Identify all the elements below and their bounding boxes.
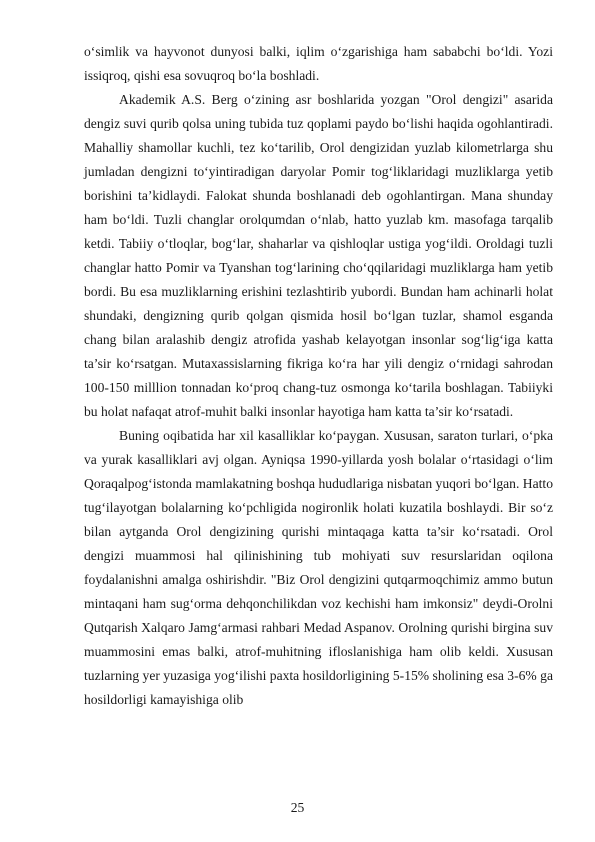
paragraph-berg-warning: Akademik A.S. Berg o‘zining asr boshlarida yozgan "Orol dengizi" asarida dengiz suvi qurib qolsa uning tubida tuz qoplami paydo bo‘lishi haqida ogohlantiradi. Mahalliy shamollar kuchli, tez ko‘tarilib, Orol dengizidan yuzlab kilometrlarga shu jumladan dengizni to‘yintiradigan daryolar Pomir tog‘liklaridagi muzliklarga yetib borishini ta’kidlaydi. Falokat shunda boshlanadi deb ogohlantirgan. Mana shunday ham bo‘ldi. Tuzli changlar orolqumdan o‘nlab, hatto yuzlab km. masofaga tarqalib ketdi. Tabiiy o‘tloqlar, bog‘lar, shaharlar va qishloqlar ustiga yog‘ildi. Oroldagi tuzli changlar hatto Pomir va Tyanshan tog‘larining cho‘qqilaridagi muzliklarga ham yetib bordi. Bu esa muzliklarning erishini tezlashtirib yubordi. Bundan ham achinarli holat shundaki, dengizning qurib qolgan qismida hosil bo‘lgan tuzlar, shamol esganda chang bilan aralashib dengiz atrofida yashab kelayotgan insonlar sog‘lig‘iga katta ta’sir ko‘rsatgan. Mutaxassislarning fikriga ko‘ra har yili dengiz o‘rnidagi sahrodan 100-150 milllion tonnadan ko‘proq chang-tuz osmonga ko‘tarila boshlagan. Tabiiyki bu holat nafaqat atrof-muhit balki insonlar hayotiga ham katta ta’sir ko‘rsatadi. [84, 92, 553, 419]
document-page [84, 40, 553, 712]
paragraph-consequences: Buning oqibatida har xil kasalliklar ko‘paygan. Xususan, saraton turlari, o‘pka va yurak kasalliklari avj olgan. Ayniqsa 1990-yillarda yosh bolalar o‘rtasidagi o‘lim Qoraqalpog‘istonda mamlakatning boshqa hududlariga nisbatan yuqori bo‘lgan. Hatto tug‘ilayotgan bolalarning ko‘pchligida nogironlik holati kuzatila boshlaydi. Bir so‘z bilan aytganda Orol dengizining qurishi mintaqaga katta ta’sir ko‘rsatadi. Orol dengizi muammosi hal qilinishining tub mohiyati suv resurslaridan oqilona foydalanishni amalga oshirishdir. "Biz Orol dengizini qutqarmoqchimiz ammo butun mintaqani ham sug‘orma dehqonchilikdan voz kechishi ham imkonsiz" deydi-Orolni Qutqarish Xalqaro Jamg‘armasi rahbari Medad Aspanov. Orolning qurishi birgina suv muammosini emas balki, atrof-muhitning ifloslanishiga ham olib keldi. Xususan tuzlarning yer yuzasiga yog‘ilishi paxta hosildorligining 5-15% sholining esa 3-6% ga hosildorligi kamayishiga olib [84, 428, 553, 707]
page-number: 25 [290, 800, 305, 815]
paragraph-continuation: o‘simlik va hayvonot dunyosi balki, iqlim o‘zgarishiga ham sababchi bo‘ldi. Yozi issiqroq, qishi esa sovuqroq bo‘la boshladi. [84, 44, 553, 83]
